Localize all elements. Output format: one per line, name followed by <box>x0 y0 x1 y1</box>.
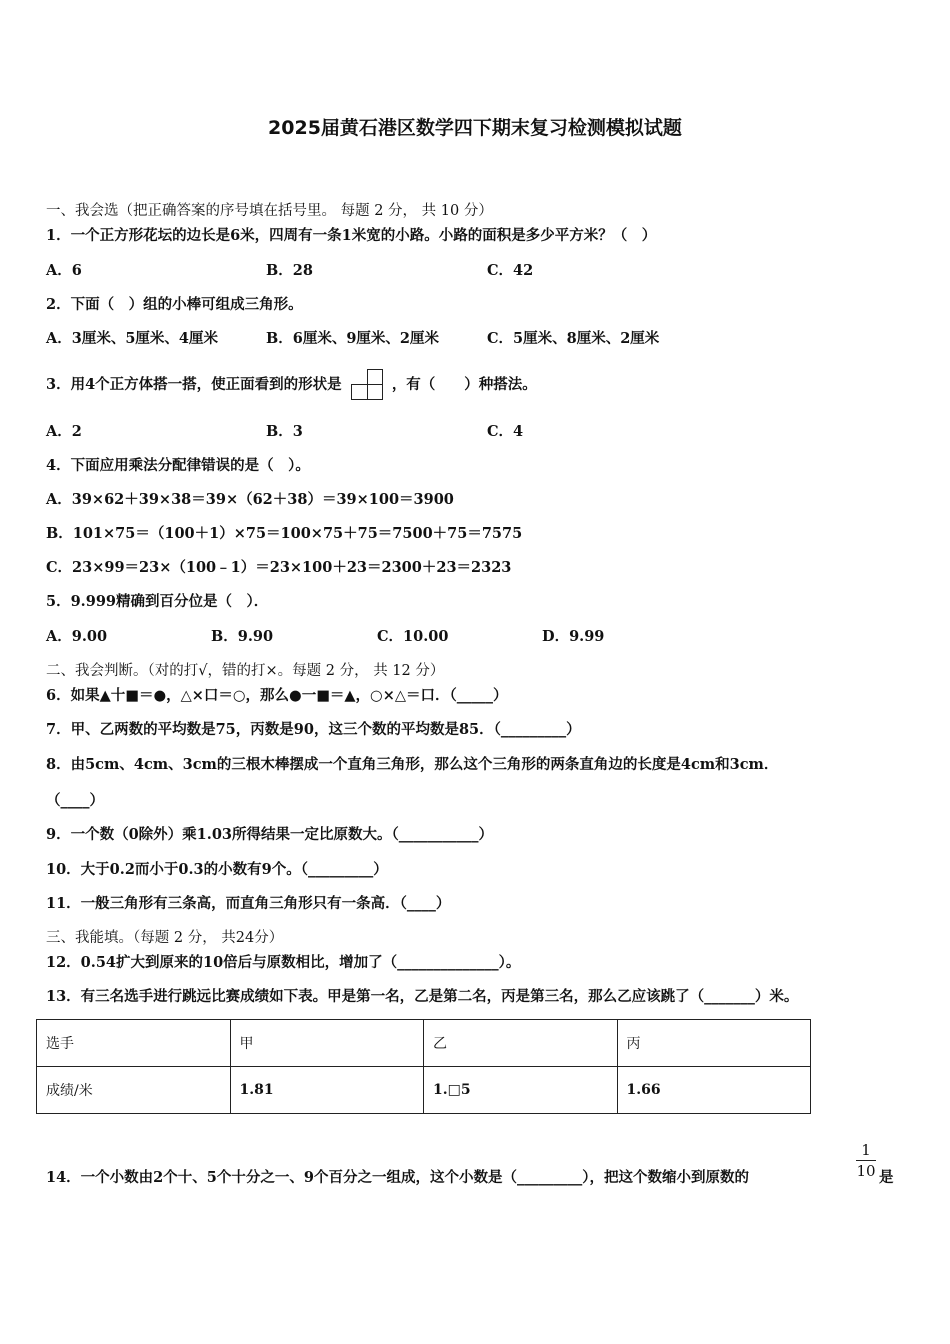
fraction-denominator: 10 <box>856 1162 876 1180</box>
question-12: 12．0.54扩大到原来的10倍后与原数相比，增加了（______________）。 <box>46 954 521 971</box>
page-title: 2025届黄石港区数学四下期末复习检测模拟试题 <box>268 117 682 139</box>
q5-option-a: A．9.00 <box>46 628 108 645</box>
table-header-row <box>37 1020 811 1067</box>
question-4: 4．下面应用乘法分配律错误的是（ ）。 <box>46 457 310 474</box>
question-10: 10．大于0.2而小于0.3的小数有9个。（_________） <box>46 861 388 878</box>
question-14: 14．一个小数由2个十、5个十分之一、9个百分之一组成，这个小数是（_________），把这个数缩小到原数的 <box>46 1169 749 1186</box>
question-2: 2．下面（ ）组的小棒可组成三角形。 <box>46 296 303 313</box>
q5-option-d: D．9.99 <box>542 628 605 645</box>
q4-option-b: B．101×75＝（100＋1）×75＝100×75＋75＝7500＋75＝7575 <box>46 525 523 542</box>
question-8: 8．由5cm、4cm、3cm的三根木棒摆成一个直角三角形，那么这个三角形的两条直角边的长度是4cm和3cm． <box>46 756 779 773</box>
q5-option-c: C．10.00 <box>377 628 449 645</box>
table-header-cell: 选手 <box>37 1020 231 1067</box>
question-5: 5．9.999精确到百分位是（ ）． <box>46 593 269 610</box>
table-cell: 1.81 <box>230 1067 424 1114</box>
section-2-header: 二、我会判断。（对的打√，错的打×。每题 2 分， 共 12 分） <box>46 663 445 679</box>
table-header-cell: 乙 <box>424 1020 618 1067</box>
table-cell: 1.□5 <box>424 1067 618 1114</box>
q1-option-b: B．28 <box>266 262 313 279</box>
q2-option-c: C．5厘米、8厘米、2厘米 <box>487 330 660 347</box>
q1-option-c: C．42 <box>487 262 534 279</box>
q5-option-b: B．9.90 <box>211 628 274 645</box>
fraction-numerator: 1 <box>861 1141 871 1159</box>
q8-answer-blank: （____） <box>46 792 104 809</box>
q4-option-a: A．39×62＋39×38＝39×（62＋38）＝39×100＝3900 <box>46 491 454 508</box>
section-3-header: 三、我能填。（每题 2 分， 共24分） <box>46 930 284 946</box>
q3-text-after: ，有（ ）种搭法。 <box>391 376 537 393</box>
question-7: 7．甲、乙两数的平均数是75，丙数是90，这三个数的平均数是85．（_________） <box>46 721 581 738</box>
question-14-end: 是 <box>879 1169 894 1186</box>
question-6: 6．如果▲十■＝●，△×口＝○，那么●一■＝▲，○×△＝口．（_____） <box>46 687 508 704</box>
score-table <box>36 1019 811 1114</box>
fraction-bar <box>856 1160 876 1161</box>
fraction-one-tenth <box>856 1141 876 1180</box>
table-header-cell: 甲 <box>230 1020 424 1067</box>
table-row <box>37 1067 811 1114</box>
question-13: 13．有三名选手进行跳远比赛成绩如下表。甲是第一名，乙是第二名，丙是第三名，那么乙应该跳了（_______）米。 <box>46 988 799 1005</box>
q1-option-a: A．6 <box>46 262 82 279</box>
q3-option-c: C．4 <box>487 423 524 440</box>
q3-option-b: B．3 <box>266 423 303 440</box>
q2-option-a: A．3厘米、5厘米、4厘米 <box>46 330 219 347</box>
question-9: 9．一个数（0除外）乘1.03所得结果一定比原数大。（___________） <box>46 826 493 843</box>
section-1-header: 一、我会选（把正确答案的序号填在括号里。 每题 2 分， 共 10 分） <box>46 203 493 219</box>
q3-text-before: 3．用4个正方体搭一搭，使正面看到的形状是 <box>46 376 342 393</box>
question-1: 1．一个正方形花坛的边长是6米，四周有一条1米宽的小路。小路的面积是多少平方米？（ ） <box>46 227 657 244</box>
front-view-figure <box>349 369 385 401</box>
table-cell: 1.66 <box>617 1067 811 1114</box>
table-row-label: 成绩/米 <box>37 1067 231 1114</box>
question-3 <box>46 368 537 402</box>
q2-option-b: B．6厘米、9厘米、2厘米 <box>266 330 440 347</box>
table-header-cell: 丙 <box>617 1020 811 1067</box>
q4-option-c: C．23×99＝23×（100﹣1）＝23×100＋23＝2300＋23＝2323 <box>46 559 512 576</box>
q3-option-a: A．2 <box>46 423 82 440</box>
question-11: 11．一般三角形有三条高，而直角三角形只有一条高．（____） <box>46 895 451 912</box>
